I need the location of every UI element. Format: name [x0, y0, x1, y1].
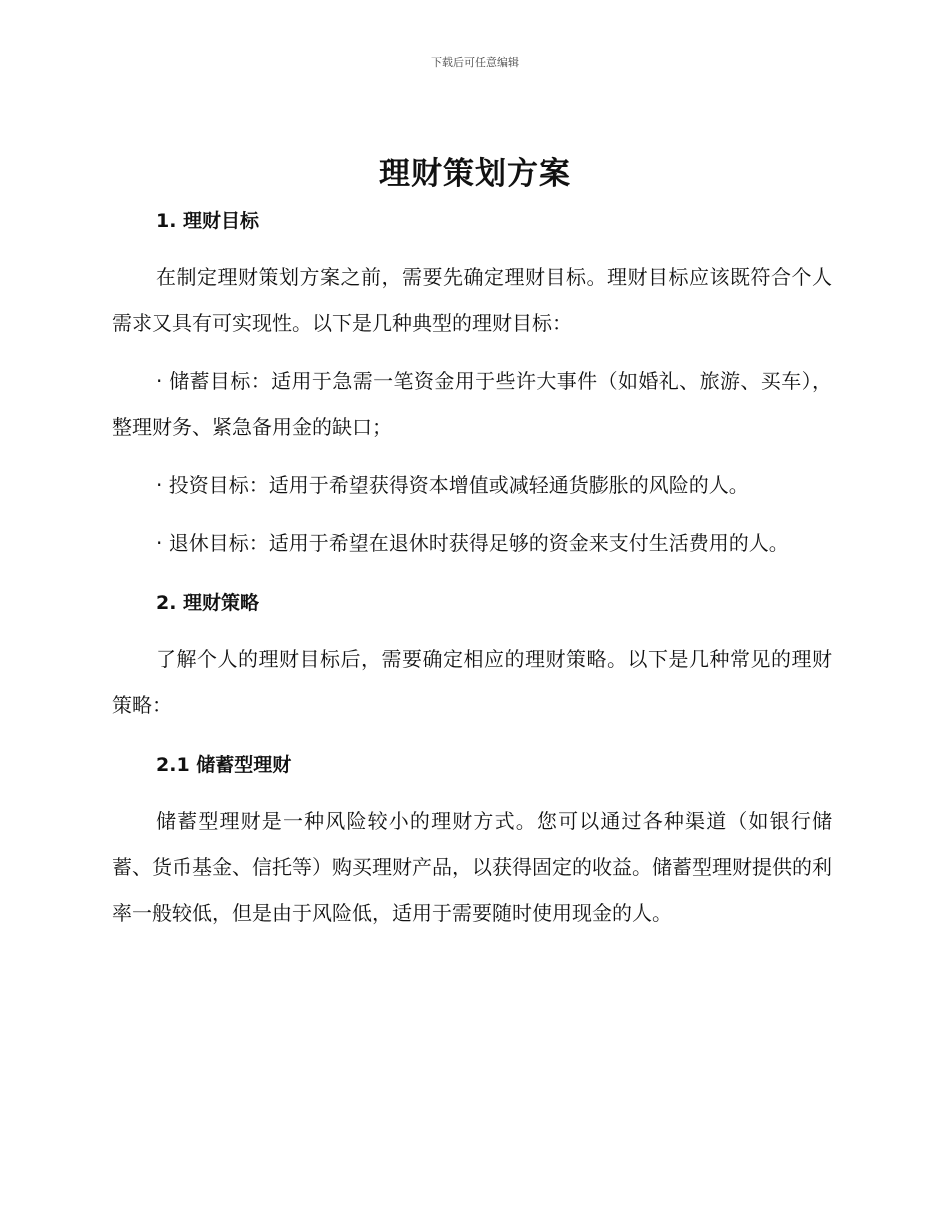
paragraph: 在制定理财策划方案之前，需要先确定理财目标。理财目标应该既符合个人需求又具有可实现性。以下是几种典型的理财目标： — [112, 265, 832, 335]
list-item-savings: · 储蓄目标：适用于急需一笔资金用于些许大事件（如婚礼、旅游、买车），整理财务、紧急备用金的缺口； — [112, 369, 832, 439]
paragraph: 了解个人的理财目标后，需要确定相应的理财策略。以下是几种常见的理财策略： — [112, 647, 832, 717]
section-heading-2-1: 2.1 储蓄型理财 — [156, 754, 292, 776]
document-title: 理财策划方案 — [379, 156, 571, 192]
list-item-retirement: · 退休目标：适用于希望在退休时获得足够的资金来支付生活费用的人。 — [156, 531, 789, 555]
document-body — [112, 196, 832, 948]
list-item-investment: · 投资目标：适用于希望获得资本增值或减轻通货膨胀的风险的人。 — [156, 473, 749, 497]
section-heading-2: 2. 理财策略 — [156, 592, 260, 614]
section-heading-1: 1. 理财目标 — [156, 210, 260, 232]
header-note: 下载后可任意编辑 — [431, 56, 519, 69]
paragraph: 储蓄型理财是一种风险较小的理财方式。您可以通过各种渠道（如银行储蓄、货币基金、信托等）购买理财产品，以获得固定的收益。储蓄型理财提供的利率一般较低，但是由于风险低，适用于需要随时使用现金的人。 — [112, 809, 832, 925]
